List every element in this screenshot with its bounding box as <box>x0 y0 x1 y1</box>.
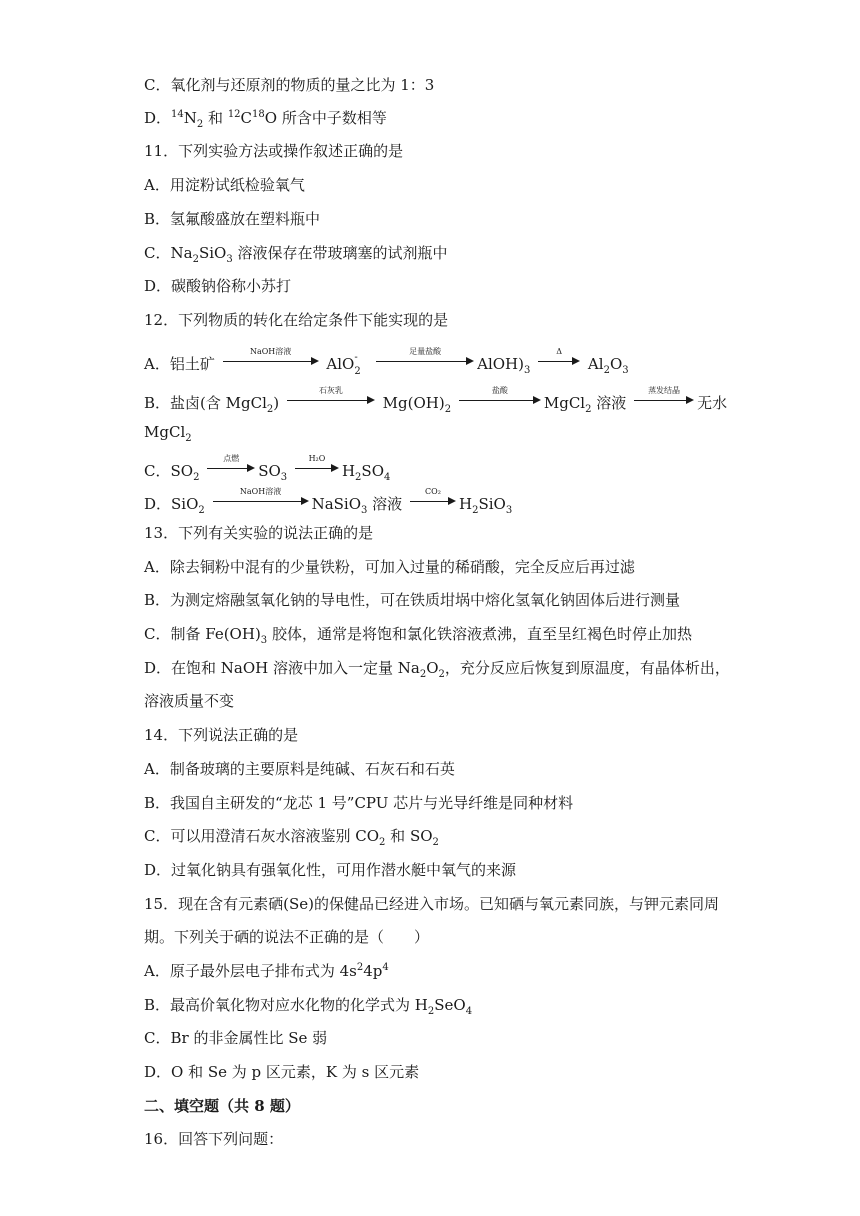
q14-option-c: C．可以用澄清石灰水溶液鉴别 $CO_2$ 和 $SO_2$ <box>144 827 439 848</box>
q12d-label: D．SiO <box>144 495 199 513</box>
arrow-condition: H₂O <box>308 454 326 463</box>
q12-option-b-cont: MgCl$_2$ <box>144 423 192 444</box>
reaction-arrow <box>376 349 474 369</box>
q14-stem: 14．下列说法正确的是 <box>144 726 299 744</box>
q15-stem-2: 期。下列关于硒的说法不正确的是（ ） <box>144 928 430 946</box>
q13c-prefix: C．制备 Fe(OH) <box>144 625 261 643</box>
reaction-arrow <box>459 388 541 408</box>
arrow-condition: 盐酸 <box>491 386 508 395</box>
q13-option-b: B．为测定熔融氢氧化钠的导电性，可在铁质坩埚中熔化氢氧化钠固体后进行测量 <box>144 591 681 609</box>
reaction-arrow <box>207 456 255 476</box>
q14-option-d: D．过氧化钠具有强氧化性，可用作潜水艇中氧气的来源 <box>144 861 517 879</box>
section-heading: 二、填空题（共 8 题） <box>144 1097 300 1115</box>
q15-option-a: A．原子最外层电子排布式为 $4s^24p^4$ <box>144 962 389 980</box>
reaction-arrow <box>634 388 694 408</box>
q15-option-c: C．Br 的非金属性比 Se 弱 <box>144 1029 328 1047</box>
q13-option-a: A．除去铜粉中混有的少量铁粉，可加入过量的稀硝酸，完全反应后再过滤 <box>144 558 635 576</box>
q13c-text: 胶体，通常是将饱和氯化铁溶液煮沸，直至呈红褐色时停止加热 <box>267 625 692 643</box>
reaction-arrow <box>287 388 375 408</box>
arrow-condition: NaOH溶液 <box>249 347 292 356</box>
aluminate-ion: AlO - 2 <box>326 352 361 377</box>
arrow-condition: 点燃 <box>223 454 240 463</box>
q12-option-b: B．盐卤(含 MgCl$_2$) 石灰乳 $Mg(OH)_2$ 盐酸 MgCl$_2$ 溶液 蒸发结晶 无水 <box>144 386 728 415</box>
q12c-label: C．SO <box>144 462 194 480</box>
q14-option-a: A．制备玻璃的主要原料是纯碱、石灰石和石英 <box>144 760 455 778</box>
q15-stem-1: 15．现在含有元素硒(Se)的保健品已经进入市场。已知硒与氧元素同族，与钾元素同周 <box>144 895 719 913</box>
q15b-prefix: B．最高价氧化物对应水化物的化学式为 H <box>144 996 428 1014</box>
q11-option-a: A．用淀粉试纸检验氧气 <box>144 176 305 194</box>
q15-option-b: B．最高价氧化物对应水化物的化学式为 $H_2SeO_4$ <box>144 996 473 1017</box>
q15b-formula: SeO <box>434 996 466 1014</box>
arrow-condition: 足量盐酸 <box>409 347 442 356</box>
q13d-part2: ，充分反应后恢复到原温度，有晶体析出， <box>444 659 730 677</box>
q15-option-d: D．O 和 Se 为 p 区元素，K 为 s 区元素 <box>144 1063 420 1081</box>
q13-stem: 13．下列有关实验的说法正确的是 <box>144 524 374 542</box>
q12-option-a: A．铝土矿 NaOH溶液 AlO - 2 足量盐酸 $AlOH)_3$ Δ $Al_2O_3$ <box>144 347 629 377</box>
q12a-label: A．铝土矿 <box>144 355 215 373</box>
q10-option-d: D．$^{14}N_2$ 和 $^{12}C^{18}O$ 所含中子数相等 <box>144 109 387 130</box>
reaction-arrow <box>410 489 456 509</box>
q12-stem: 12．下列物质的转化在给定条件下能实现的是 <box>144 311 449 329</box>
q12-option-c: C．$SO_2$ 点燃 $SO_3$ H₂O $H_2SO_4$ <box>144 454 391 483</box>
arrow-condition: 石灰乳 <box>318 386 343 395</box>
arrow-condition: CO₂ <box>425 487 441 496</box>
q14c-prefix: C．可以用澄清石灰水溶液鉴别 CO <box>144 827 380 845</box>
q12b-solution: 溶液 <box>596 394 627 412</box>
reaction-arrow <box>223 349 319 369</box>
q11-option-d: D．碳酸钠俗称小苏打 <box>144 277 292 295</box>
q11-option-b: B．氢氟酸盛放在塑料瓶中 <box>144 210 321 228</box>
q12-option-d: D．SiO$_2$ NaOH溶液 NaSiO$_3$ 溶液 CO₂ $H_2SiO_3$ <box>144 487 513 516</box>
q15a-prefix: A．原子最外层电子排布式为 4s <box>144 962 357 980</box>
q13-option-d: D．在饱和 NaOH 溶液中加入一定量 $Na_2O_2$，充分反应后恢复到原温度，有晶体析出， <box>144 659 730 680</box>
q11-stem: 11．下列实验方法或操作叙述正确的是 <box>144 142 404 160</box>
q16-stem: 16．回答下列问题： <box>144 1130 284 1148</box>
q13d-part1: D．在饱和 NaOH 溶液中加入一定量 Na <box>144 659 420 677</box>
q14-option-b: B．我国自主研发的“龙芯 1 号”CPU 芯片与光导纤维是同种材料 <box>144 794 574 812</box>
reaction-arrow <box>295 456 339 476</box>
arrow-condition: NaOH溶液 <box>239 487 282 496</box>
q12a-hydroxide: AlOH) <box>477 355 524 373</box>
q12b-label: B．盐卤(含 MgCl <box>144 394 267 412</box>
arrow-condition: Δ <box>556 347 563 356</box>
q11c-text: 溶液保存在带玻璃塞的试剂瓶中 <box>237 244 448 262</box>
q10d-text: 所含中子数相等 <box>277 109 387 127</box>
q14c-mid: 和 SO <box>385 827 433 845</box>
reaction-arrow <box>538 349 580 369</box>
q12b-anhydrous: 无水 <box>697 394 728 412</box>
arrow-condition: 蒸发结晶 <box>648 386 681 395</box>
q11-option-c: C．$Na_2SiO_3$ 溶液保存在带玻璃塞的试剂瓶中 <box>144 244 448 265</box>
q13-option-c: C．制备 $Fe(OH)_3$ 胶体，通常是将饱和氯化铁溶液煮沸，直至呈红褐色时停止加热 <box>144 625 692 646</box>
q12d-solution: 溶液 <box>372 495 403 513</box>
q11c-prefix: C． <box>144 244 171 262</box>
reaction-arrow <box>213 489 309 509</box>
q13-option-d-cont: 溶液质量不变 <box>144 692 235 710</box>
q10-option-c: C．氧化剂与还原剂的物质的量之比为 1：3 <box>144 76 435 94</box>
